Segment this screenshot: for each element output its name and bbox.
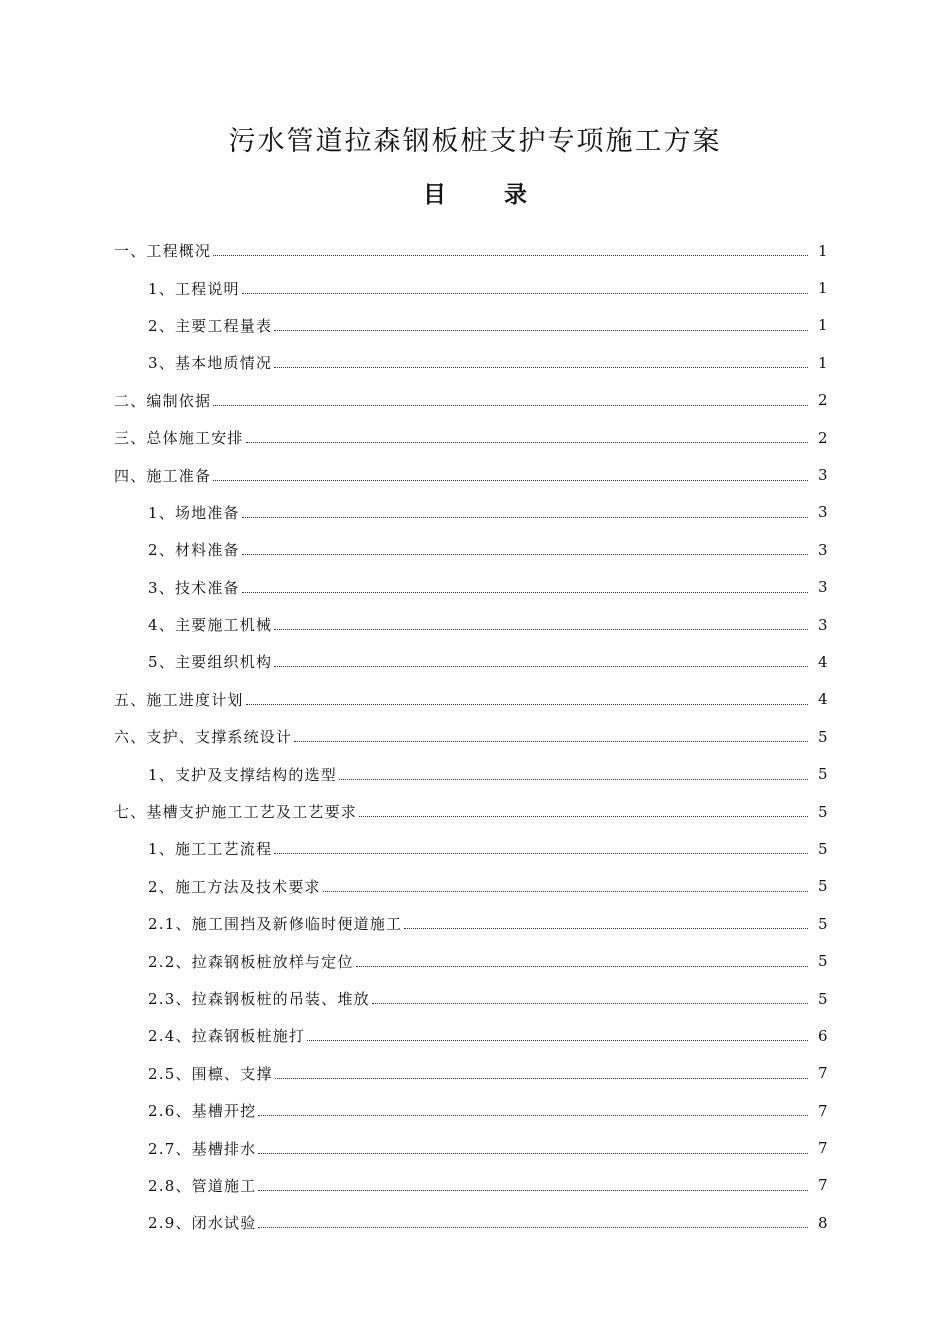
toc-entry[interactable] <box>114 269 828 306</box>
toc-leader <box>294 741 808 742</box>
toc-entry-label: 3、技术准备 <box>148 578 240 597</box>
toc-entry-label: 一、工程概况 <box>114 242 212 261</box>
toc-entry-label: 2.2、拉森钢板桩放样与定位 <box>148 952 354 971</box>
toc-leader <box>258 1190 808 1191</box>
toc-leader <box>258 1227 808 1228</box>
toc-leader <box>246 442 808 443</box>
toc-entry-page: 5 <box>818 765 829 784</box>
table-of-contents <box>114 232 828 1242</box>
toc-leader <box>275 1078 808 1079</box>
toc-entry-page: 7 <box>818 1176 829 1195</box>
toc-entry-label: 4、主要施工机械 <box>148 616 273 635</box>
toc-entry[interactable] <box>114 1167 828 1204</box>
toc-leader <box>242 554 808 555</box>
toc-entry[interactable] <box>114 1055 828 1092</box>
toc-leader <box>274 853 808 854</box>
toc-entry-label: 2.6、基槽开挖 <box>148 1102 257 1121</box>
toc-heading <box>0 178 950 212</box>
toc-entry[interactable] <box>114 232 828 269</box>
toc-entry-label: 1、支护及支撑结构的选型 <box>148 765 337 784</box>
toc-entry[interactable] <box>114 344 828 381</box>
toc-entry-label: 2、施工方法及技术要求 <box>148 877 321 896</box>
toc-entry-page: 2 <box>818 428 829 447</box>
toc-entry-page: 4 <box>818 652 829 671</box>
toc-leader <box>213 255 808 256</box>
toc-entry[interactable] <box>114 569 828 606</box>
toc-entry-page: 5 <box>818 839 829 858</box>
toc-entry[interactable] <box>114 718 828 755</box>
toc-entry-page: 1 <box>818 316 829 335</box>
toc-entry[interactable] <box>114 1017 828 1054</box>
toc-entry[interactable] <box>114 681 828 718</box>
toc-entry[interactable] <box>114 980 828 1017</box>
toc-entry[interactable] <box>114 755 828 792</box>
toc-entry-label: 1、工程说明 <box>148 279 240 298</box>
toc-entry[interactable] <box>114 531 828 568</box>
toc-entry-page: 7 <box>818 1139 829 1158</box>
toc-entry-page: 5 <box>818 802 829 821</box>
toc-entry[interactable] <box>114 1204 828 1241</box>
toc-entry[interactable] <box>114 905 828 942</box>
toc-entry-page: 6 <box>818 1026 829 1045</box>
toc-entry-page: 5 <box>818 952 829 971</box>
toc-leader <box>274 666 808 667</box>
toc-leader <box>404 928 808 929</box>
toc-entry-page: 5 <box>818 727 829 746</box>
toc-entry-page: 1 <box>818 353 829 372</box>
toc-entry[interactable] <box>114 307 828 344</box>
toc-entry-label: 5、主要组织机构 <box>148 653 273 672</box>
toc-entry-page: 1 <box>818 241 829 260</box>
toc-entry-label: 二、编制依据 <box>114 391 212 410</box>
toc-leader <box>258 1153 808 1154</box>
toc-leader <box>242 293 808 294</box>
toc-leader <box>258 1115 808 1116</box>
toc-leader <box>246 704 808 705</box>
toc-entry[interactable] <box>114 1129 828 1166</box>
toc-entry-label: 2.3、拉森钢板桩的吊装、堆放 <box>148 990 370 1008</box>
toc-entry-page: 5 <box>818 989 829 1008</box>
toc-entry-label: 1、场地准备 <box>148 503 240 522</box>
toc-leader <box>242 517 808 518</box>
toc-leader <box>356 966 808 967</box>
toc-leader <box>372 1003 808 1004</box>
document-title: 污水管道拉森钢板桩支护专项施工方案 <box>228 126 722 157</box>
toc-entry[interactable] <box>114 942 828 979</box>
toc-entry-label: 2.4、拉森钢板桩施打 <box>148 1027 306 1046</box>
toc-entry-page: 5 <box>818 914 829 933</box>
toc-entry-page: 4 <box>818 690 829 709</box>
toc-leader <box>274 629 808 630</box>
toc-entry-label: 2.8、管道施工 <box>148 1176 257 1195</box>
toc-entry-page: 1 <box>818 279 829 298</box>
toc-entry-page: 5 <box>818 877 829 896</box>
toc-entry[interactable] <box>114 382 828 419</box>
toc-entry[interactable] <box>114 419 828 456</box>
toc-heading-left: 目 <box>423 181 446 208</box>
toc-leader <box>213 480 808 481</box>
toc-entry-page: 8 <box>818 1213 829 1232</box>
toc-entry-page: 3 <box>818 466 829 485</box>
toc-entry-label: 四、施工准备 <box>114 466 212 485</box>
toc-entry[interactable] <box>114 606 828 643</box>
toc-entry-label: 2.1、施工围挡及新修临时便道施工 <box>148 915 403 934</box>
toc-entry-label: 2、主要工程量表 <box>148 316 273 335</box>
toc-leader <box>339 779 808 780</box>
toc-leader <box>323 891 808 892</box>
toc-leader <box>274 367 808 368</box>
toc-leader <box>359 816 808 817</box>
toc-entry-page: 2 <box>818 391 829 410</box>
toc-entry[interactable] <box>114 456 828 493</box>
toc-entry-label: 2.9、闭水试验 <box>148 1214 257 1233</box>
toc-entry-page: 3 <box>818 540 829 559</box>
toc-entry-label: 2.5、围檩、支撑 <box>148 1064 273 1083</box>
toc-entry-page: 7 <box>818 1064 829 1083</box>
toc-leader <box>274 330 808 331</box>
toc-entry[interactable] <box>114 868 828 905</box>
toc-entry-page: 3 <box>818 615 829 634</box>
toc-entry-label: 七、基槽支护施工工艺及工艺要求 <box>114 803 358 822</box>
toc-entry-page: 3 <box>818 578 829 597</box>
toc-entry[interactable] <box>114 830 828 867</box>
toc-leader <box>213 405 808 406</box>
toc-entry-label: 1、施工工艺流程 <box>148 840 273 859</box>
toc-entry-page: 7 <box>818 1101 829 1120</box>
toc-leader <box>242 592 808 593</box>
toc-entry[interactable] <box>114 793 828 830</box>
toc-heading-right: 录 <box>504 181 527 208</box>
toc-entry[interactable] <box>114 643 828 680</box>
toc-entry[interactable] <box>114 494 828 531</box>
toc-leader <box>307 1040 808 1041</box>
toc-entry-label: 三、总体施工安排 <box>114 429 244 448</box>
toc-entry-label: 2、材料准备 <box>148 541 240 560</box>
toc-entry-page: 3 <box>818 503 829 522</box>
toc-entry-label: 六、支护、支撑系统设计 <box>114 728 293 747</box>
toc-entry[interactable] <box>114 1092 828 1129</box>
toc-entry-label: 3、基本地质情况 <box>148 354 273 373</box>
toc-entry-label: 2.7、基槽排水 <box>148 1139 257 1158</box>
toc-entry-label: 五、施工进度计划 <box>114 690 244 709</box>
